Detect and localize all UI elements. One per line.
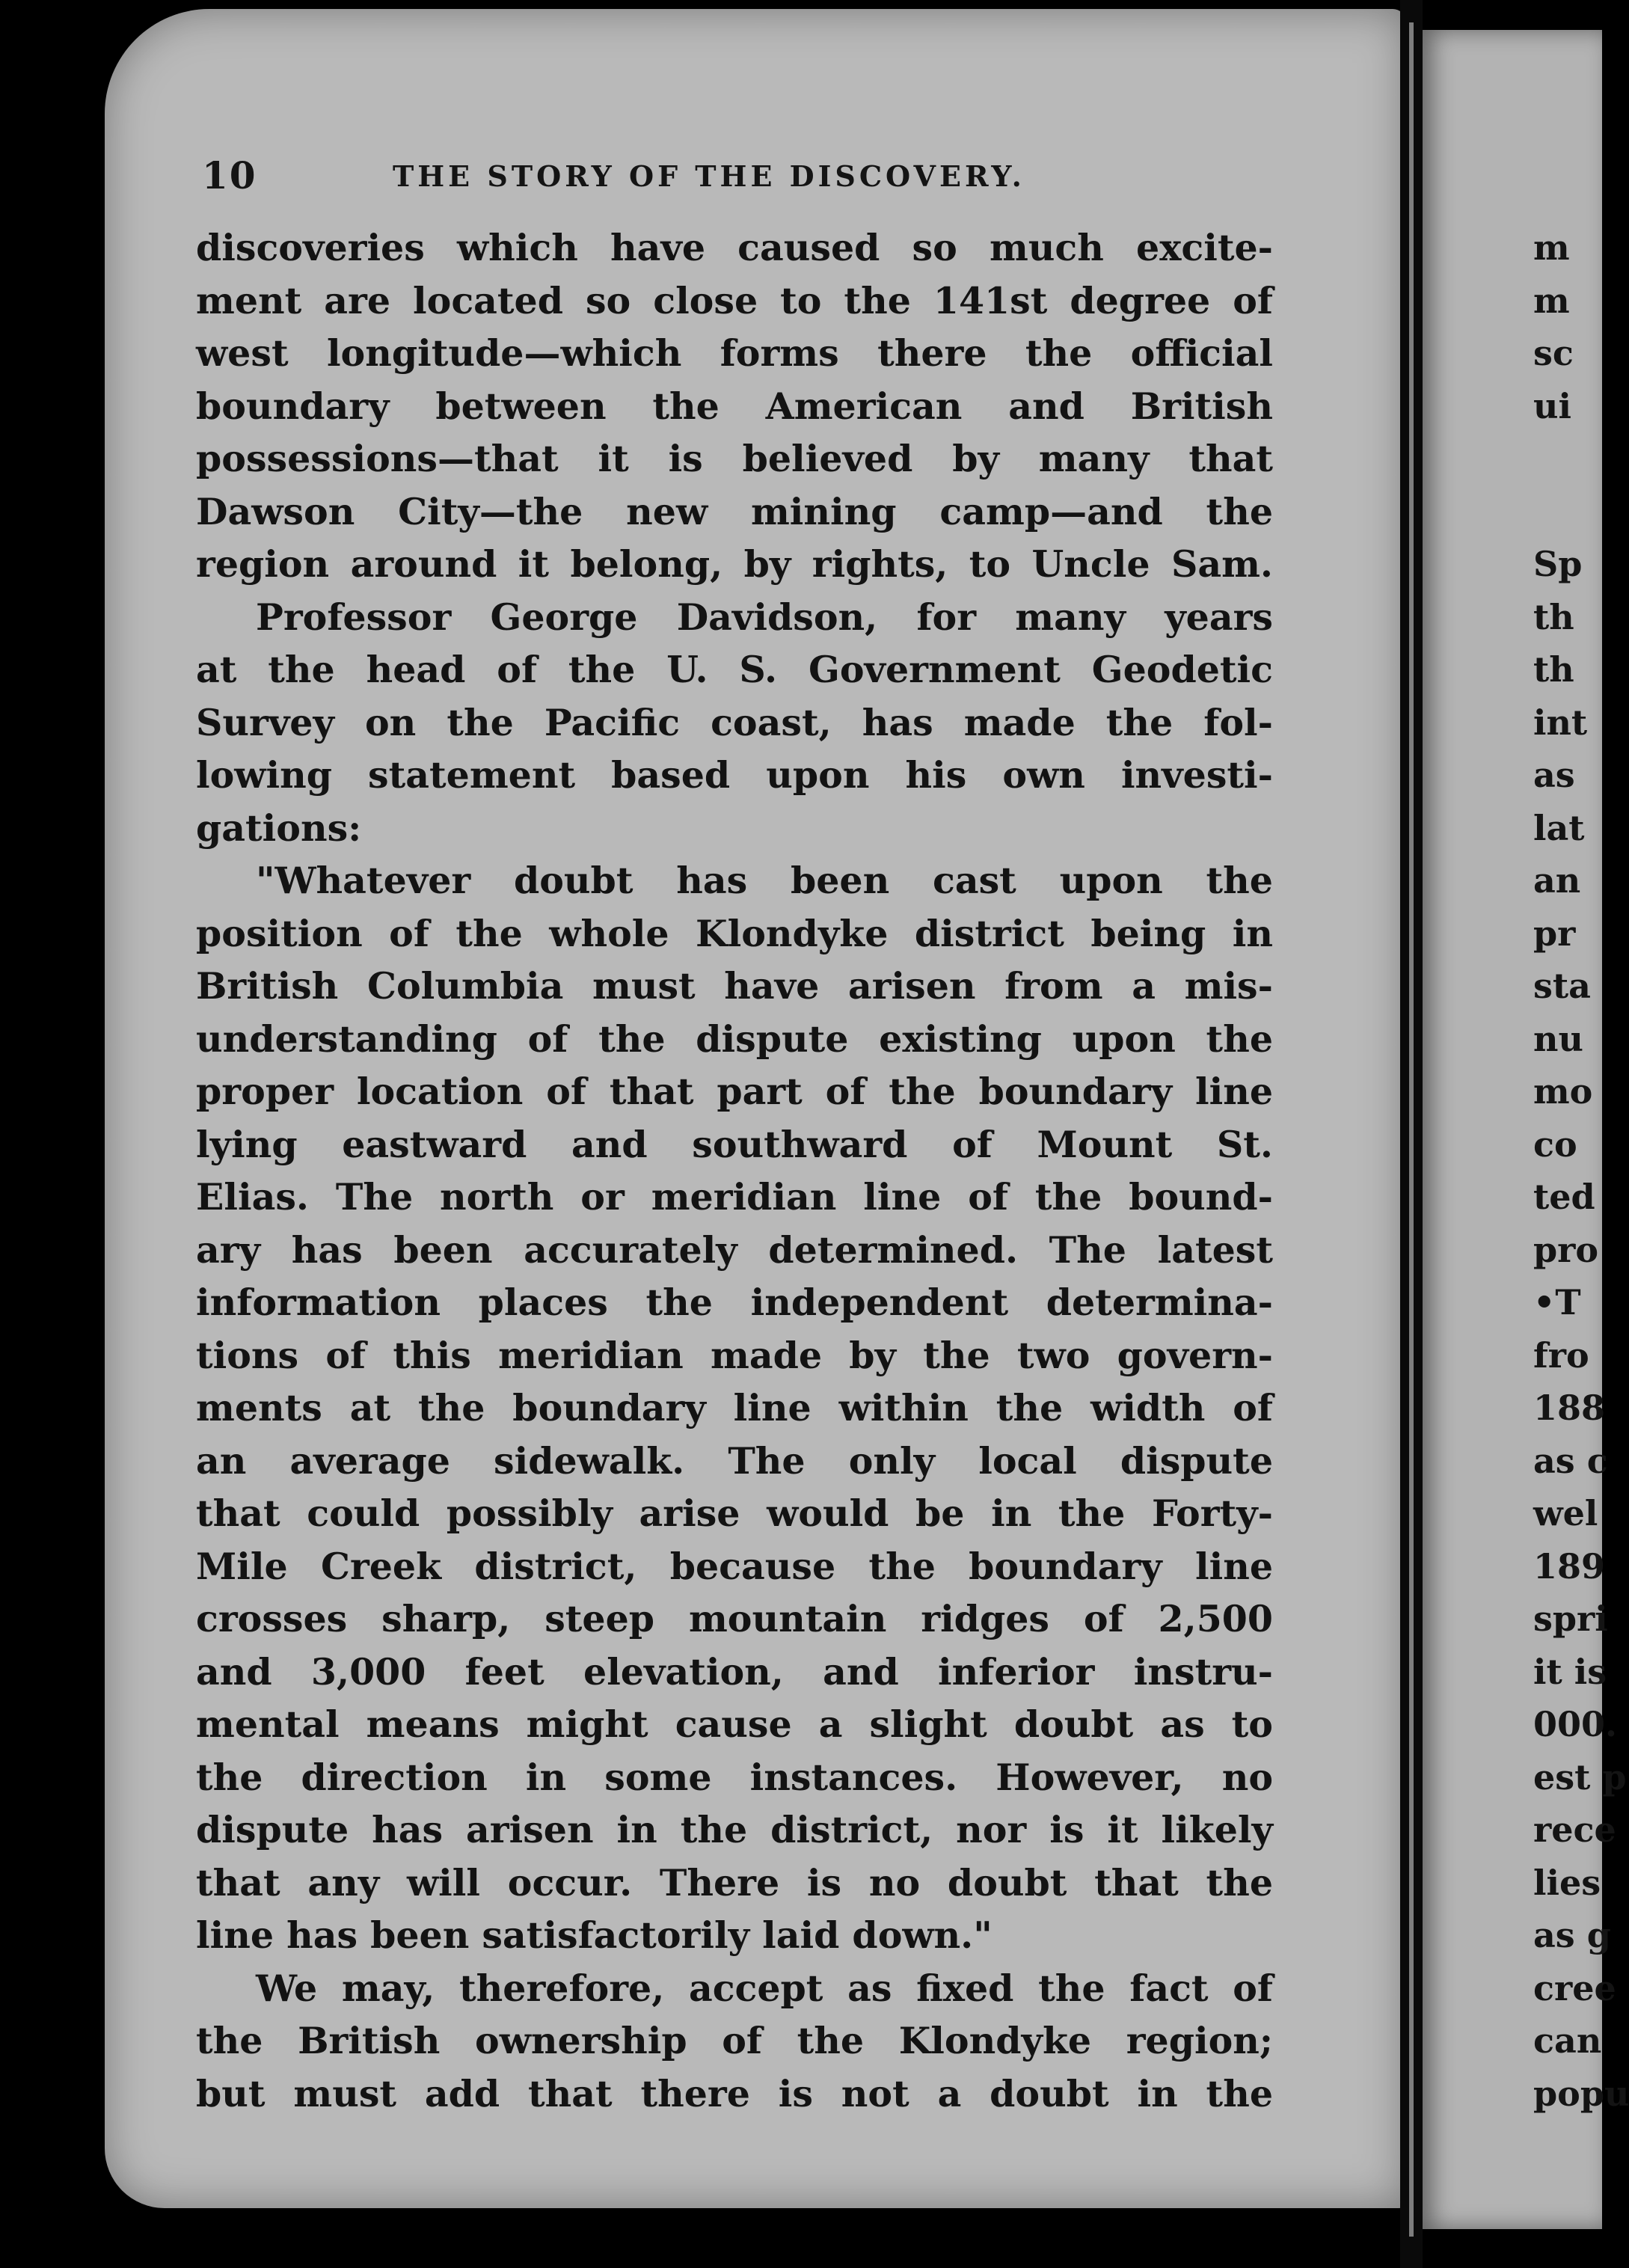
text-line: gations: (196, 806, 362, 850)
text-line: Survey on the Pacific coast, has made the fol- (196, 700, 1273, 744)
facing-fragment: wel (1533, 1493, 1598, 1533)
text-line: Dawson City—the new mining camp—and the (196, 489, 1273, 533)
running-header (202, 153, 1309, 198)
text-line: Professor George Davidson, for many years (256, 595, 1273, 639)
facing-fragment: cree (1533, 1967, 1616, 2008)
facing-fragment: ted (1533, 1177, 1595, 1217)
facing-fragment: sta (1533, 966, 1591, 1006)
text-line: at the head of the U. S. Government Geodetic (196, 648, 1273, 691)
text-line: Elias. The north or meridian line of the bound- (196, 1175, 1273, 1219)
text-line: mental means might cause a slight doubt as to (196, 1702, 1273, 1746)
text-line: Mile Creek district, because the boundary line (196, 1544, 1273, 1588)
text-line: British Columbia must have arisen from a mis- (196, 964, 1273, 1008)
facing-fragment: th (1533, 596, 1574, 637)
text-line: line has been satisfactorily laid down." (196, 1913, 993, 1957)
facing-fragment: •T (1533, 1282, 1581, 1323)
page-fold-line (1409, 22, 1414, 2237)
facing-fragment: m (1533, 280, 1570, 321)
text-line: an average sidewalk. The only local dispute (196, 1438, 1273, 1483)
facing-fragment: int (1533, 702, 1588, 743)
text-line: crosses sharp, steep mountain ridges of 2,500 (196, 1597, 1273, 1640)
text-line: boundary between the American and British (196, 384, 1273, 428)
facing-fragment: lat (1533, 807, 1585, 848)
text-line: tions of this meridian made by the two govern- (196, 1333, 1273, 1377)
facing-fragment: pro (1533, 1229, 1599, 1270)
facing-fragment: co (1533, 1124, 1577, 1165)
text-line: information places the independent determina- (196, 1281, 1273, 1324)
facing-fragment: rece (1533, 1809, 1616, 1850)
facing-fragment (1533, 432, 1593, 485)
facing-fragment: nu (1533, 1018, 1583, 1059)
text-line: dispute has arisen in the district, nor is it likely (196, 1808, 1273, 1851)
text-line: ment are located so close to the 141st degree of (196, 278, 1273, 322)
facing-fragment: an (1533, 860, 1581, 901)
facing-fragment: Sp (1533, 544, 1583, 584)
text-line: possessions—that it is believed by many that (196, 437, 1273, 480)
running-title: THE STORY OF THE DISCOVERY. (393, 159, 1025, 193)
page-number: 10 (202, 153, 257, 197)
text-line: but must add that there is not a doubt in the (196, 2071, 1273, 2115)
body-text (196, 221, 1273, 2120)
facing-fragment: as g (1533, 1915, 1611, 1955)
facing-fragment: fro (1533, 1334, 1589, 1376)
facing-fragment: pr (1533, 913, 1576, 954)
facing-fragment: as c (1533, 1440, 1608, 1481)
facing-fragment: sc (1533, 333, 1574, 373)
facing-fragment: mo (1533, 1071, 1593, 1112)
text-line: understanding of the dispute existing upon the (196, 1017, 1273, 1061)
text-line: region around it belong, by rights, to Uncle Sam. (196, 542, 1273, 586)
facing-fragment (1533, 485, 1593, 539)
facing-page-fragments (1533, 221, 1629, 2120)
text-line: position of the whole Klondyke district being in (196, 911, 1273, 955)
text-line: lowing statement based upon his own investi- (196, 753, 1273, 797)
facing-fragment: can (1533, 2020, 1602, 2061)
text-line: that any will occur. There is no doubt that the (196, 1860, 1273, 1904)
text-line: that could possibly arise would be in the Forty- (196, 1492, 1273, 1535)
text-line: ments at the boundary line within the width of (196, 1386, 1273, 1429)
facing-fragment: ui (1533, 385, 1571, 426)
facing-fragment: 189 (1533, 1545, 1606, 1587)
facing-fragment: 000. (1533, 1704, 1618, 1744)
text-line: ary has been accurately determined. The latest (196, 1228, 1273, 1272)
text-line: lying eastward and southward of Mount St. (196, 1122, 1273, 1166)
facing-fragment: as (1533, 755, 1575, 795)
text-line: the direction in some instances. However, no (196, 1755, 1273, 1799)
facing-fragment: spri (1533, 1599, 1608, 1639)
facing-fragment: it is (1533, 1651, 1607, 1692)
text-line: discoveries which have caused so much excite- (196, 226, 1273, 269)
facing-fragment: popu (1533, 2073, 1629, 2114)
text-line: "Whatever doubt has been cast upon the (256, 859, 1273, 902)
text-line: We may, therefore, accept as fixed the fact of (256, 1966, 1273, 2010)
text-line: the British ownership of the Klondyke region; (196, 2019, 1273, 2062)
facing-fragment: lies (1533, 1862, 1601, 1903)
facing-fragment: th (1533, 649, 1574, 690)
facing-fragment: m (1533, 227, 1570, 268)
facing-fragment: est p (1533, 1756, 1627, 1797)
facing-fragment: 188 (1533, 1388, 1606, 1428)
text-line: proper location of that part of the boundary line (196, 1070, 1273, 1113)
text-line: west longitude—which forms there the official (196, 331, 1273, 375)
text-line: and 3,000 feet elevation, and inferior instru- (196, 1649, 1273, 1694)
